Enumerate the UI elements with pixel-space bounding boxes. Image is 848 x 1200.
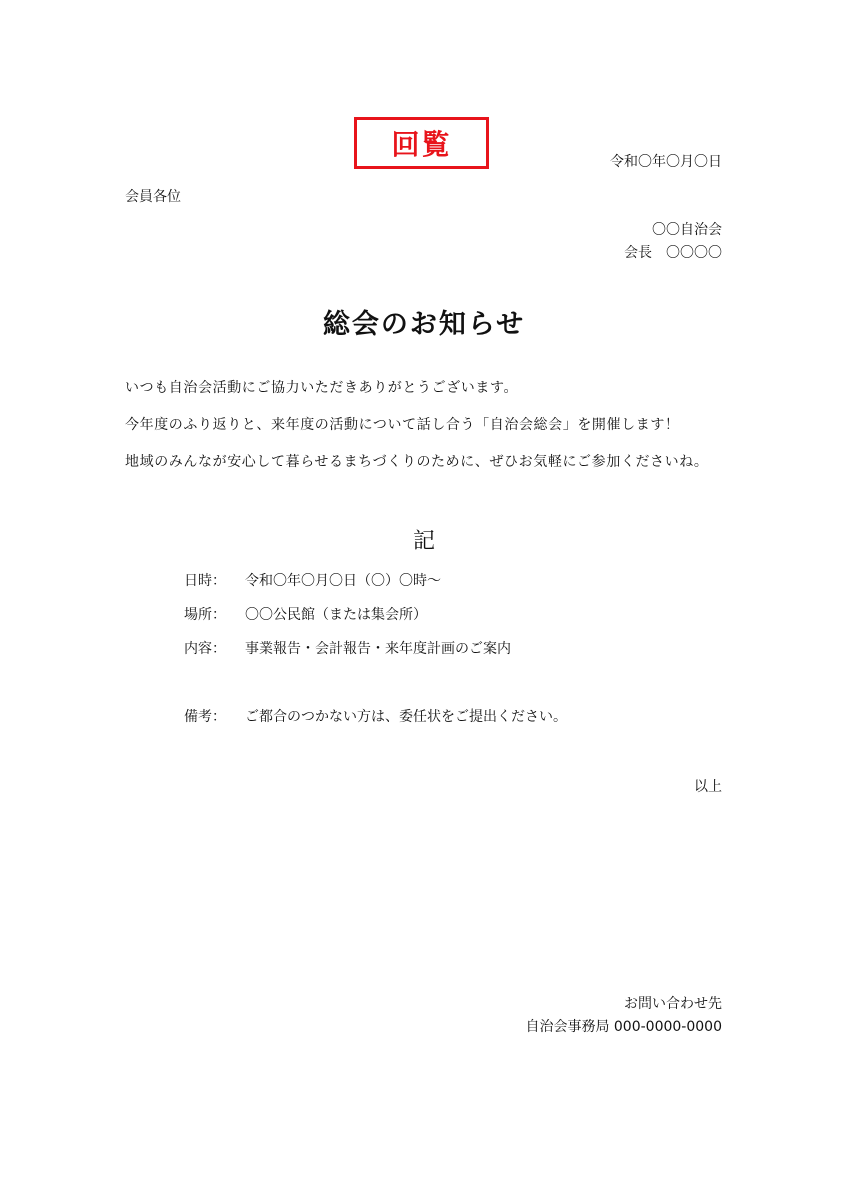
closing-mark: 以上 — [694, 779, 722, 795]
document-title: 総会のお知らせ — [322, 309, 526, 340]
document-date: 令和〇年〇月〇日 — [610, 154, 722, 170]
note-label: 備考： — [184, 709, 226, 725]
circulation-stamp-text: 回覧 — [391, 128, 452, 161]
note-value: ご都合のつかない方は、委任状をご提出ください。 — [245, 709, 567, 725]
place-label: 場所： — [184, 607, 226, 623]
datetime-label: 日時： — [184, 573, 226, 589]
circulation-stamp — [354, 117, 489, 169]
content-value: 事業報告・会計報告・来年度計画のご案内 — [245, 641, 511, 657]
sender-organization: 〇〇自治会 — [652, 222, 722, 238]
body-line-1: いつも自治会活動にご協力いただきありがとうございます。 — [125, 380, 519, 396]
contact-office: 自治会事務局 000-0000-0000 — [525, 1019, 722, 1035]
body-line-3: 地域のみんなが安心して暮らせるまちづくりのために、ぜひお気軽にご参加くださいね。 — [125, 454, 709, 470]
content-label: 内容： — [184, 641, 226, 657]
addressee: 会員各位 — [125, 189, 181, 205]
ki-heading: 記 — [412, 529, 435, 554]
sender-person: 会長 〇〇〇〇 — [624, 245, 722, 261]
body-line-2: 今年度のふり返りと、来年度の活動について話し合う「自治会総会」を開催します！ — [125, 417, 680, 433]
contact-heading: お問い合わせ先 — [624, 996, 722, 1012]
place-value: 〇〇公民館（または集会所） — [245, 607, 427, 623]
datetime-value: 令和〇年〇月〇日（〇）〇時～ — [245, 573, 441, 589]
